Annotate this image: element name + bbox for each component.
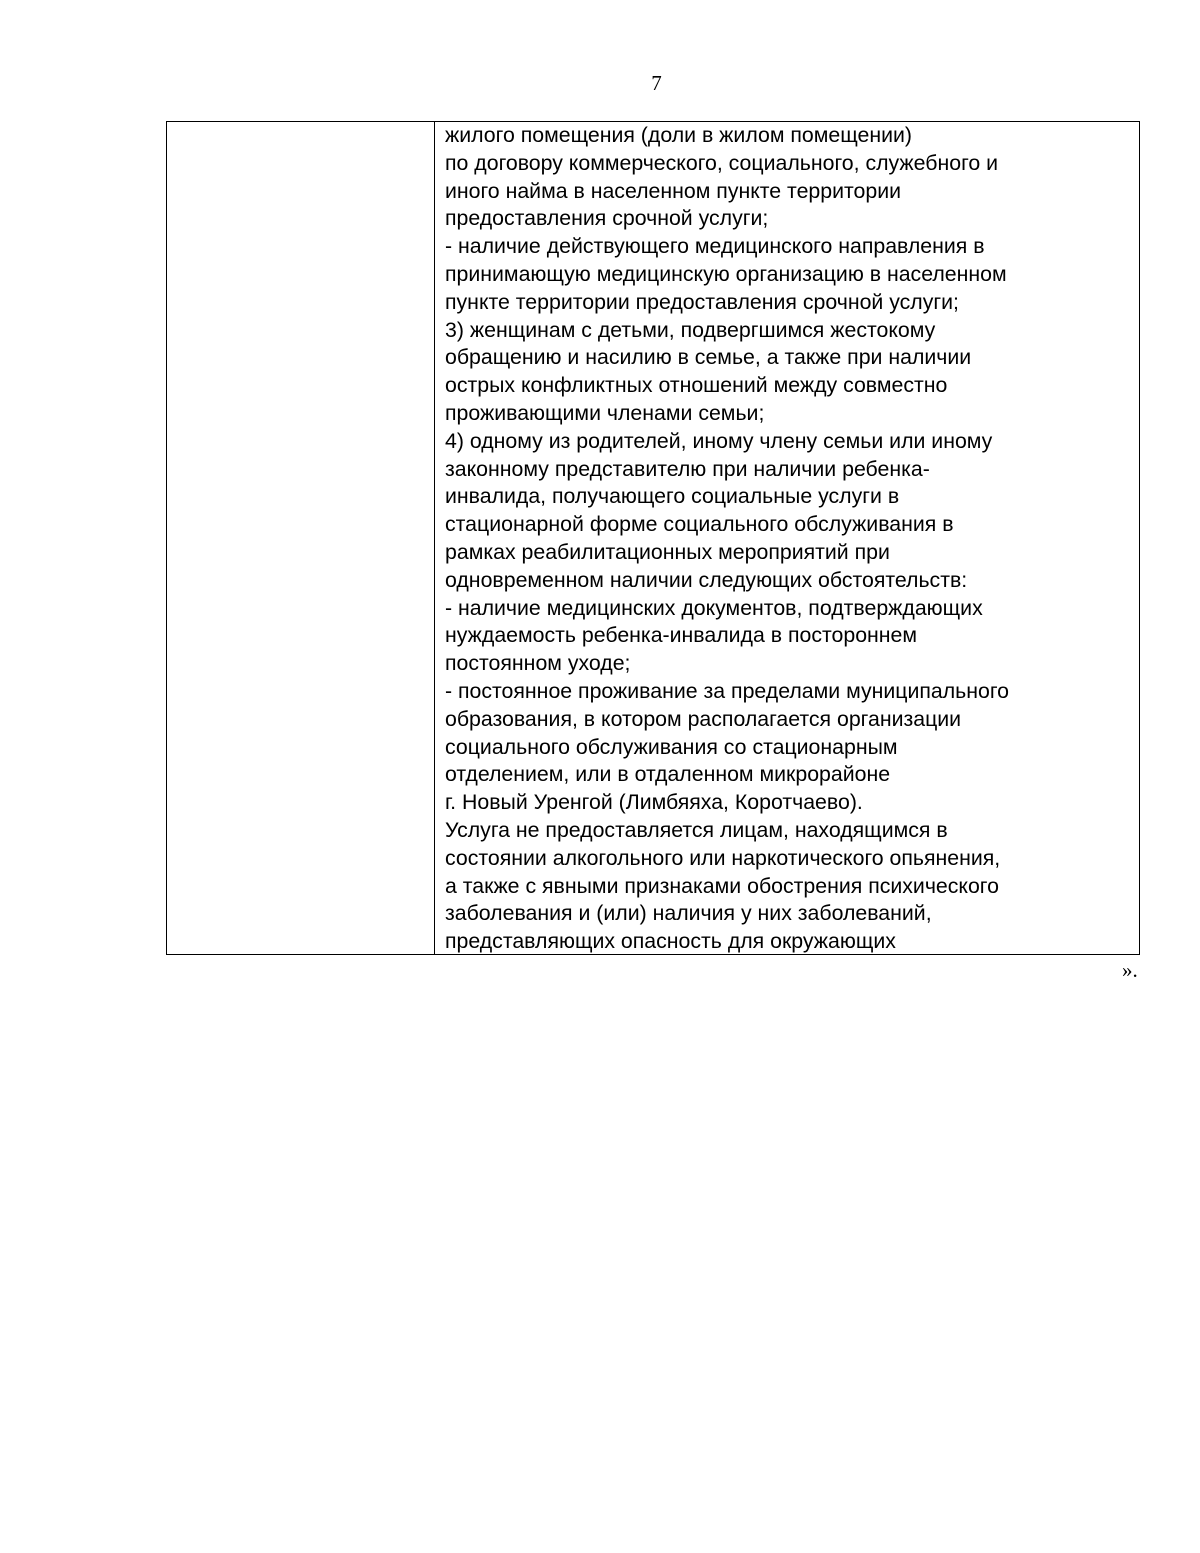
text-line: принимающую медицинскую организацию в населенном <box>445 261 1007 286</box>
text-line: проживающими членами семьи; <box>445 400 765 425</box>
text-line: заболевания и (или) наличия у них заболеваний, <box>445 901 932 926</box>
text-line: стационарной форме социального обслуживания в <box>445 512 954 537</box>
text-line: отделением, или в отдаленном микрорайоне <box>445 762 891 787</box>
text-line: обращению и насилию в семье, а также при наличии <box>445 345 972 370</box>
text-line: образования, в котором располагается организации <box>445 706 962 731</box>
text-line: иного найма в населенном пункте территории <box>445 178 902 203</box>
text-line: - наличие действующего медицинского направления в <box>445 234 985 259</box>
text-line: по договору коммерческого, социального, служебного и <box>445 150 999 175</box>
text-line: законному представителю при наличии ребенка- <box>445 456 930 481</box>
text-line: нуждаемость ребенка-инвалида в постороннем <box>445 623 918 648</box>
document-table <box>166 121 1140 955</box>
text-line: пункте территории предоставления срочной услуги; <box>445 289 959 314</box>
text-line: предоставления срочной услуги; <box>445 206 769 231</box>
text-line: жилого помещения (доли в жилом помещении) <box>445 123 913 147</box>
table-cell-right <box>435 122 1139 954</box>
text-line: 4) одному из родителей, иному члену семьи или иному <box>445 428 993 453</box>
text-line: г. Новый Уренгой (Лимбяяха, Коротчаево). <box>445 790 863 815</box>
text-line: инвалида, получающего социальные услуги в <box>445 484 900 509</box>
text-line: одновременном наличии следующих обстоятельств: <box>445 567 968 592</box>
text-line: социального обслуживания со стационарным <box>445 734 898 759</box>
page-number: 7 <box>651 71 662 95</box>
text-line: а также с явными признаками обострения психического <box>445 873 999 898</box>
text-line: острых конфликтных отношений между совместно <box>445 373 948 398</box>
text-line: 3) женщинам с детьми, подвергшимся жестокому <box>445 317 936 342</box>
text-line: представляющих опасность для окружающих <box>445 929 896 954</box>
text-line: - наличие медицинских документов, подтверждающих <box>445 595 983 620</box>
text-line: Услуга не предоставляется лицам, находящимся в <box>445 817 948 842</box>
closing-quote-mark: ». <box>1122 958 1138 982</box>
text-line: - постоянное проживание за пределами муниципального <box>445 678 1010 703</box>
text-line: состоянии алкогольного или наркотического опьянения, <box>445 845 1001 870</box>
table-cell-left <box>167 122 435 954</box>
text-line: постоянном уходе; <box>445 651 631 676</box>
text-line: рамках реабилитационных мероприятий при <box>445 539 890 564</box>
